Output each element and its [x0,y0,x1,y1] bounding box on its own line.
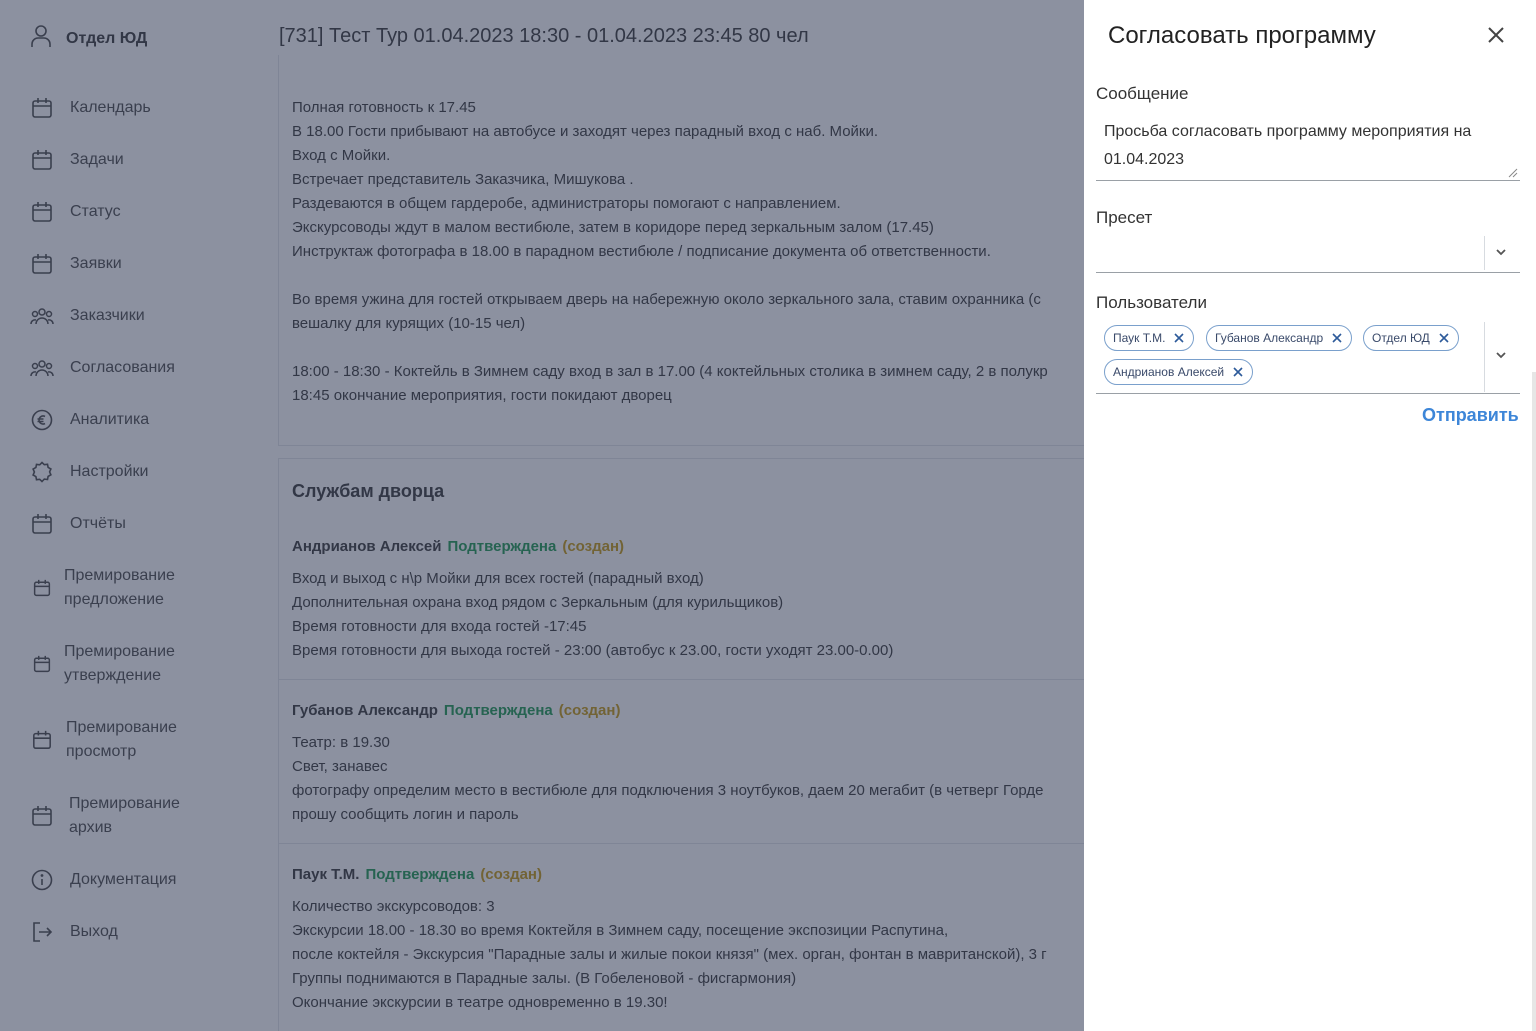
user-chip [1206,325,1352,351]
select-divider [1484,236,1485,270]
user-chip [1104,325,1194,351]
message-text: Просьба согласовать программу мероприятия на 01.04.2023 [1104,123,1472,168]
user-chip [1104,359,1253,385]
approve-program-drawer [1084,0,1536,1031]
remove-chip-icon[interactable] [1331,332,1343,344]
chip-label: Паук Т.М. [1113,331,1166,345]
preset-label: Пресет [1096,208,1153,227]
chevron-down-icon[interactable] [1494,247,1508,257]
resize-handle-icon[interactable] [1508,168,1518,178]
user-chip [1363,325,1459,351]
message-label: Сообщение [1096,84,1189,103]
users-multiselect[interactable] [1096,320,1520,394]
close-button[interactable] [1484,22,1508,48]
send-button[interactable]: Отправить [1422,405,1519,425]
remove-chip-icon[interactable] [1232,366,1244,378]
chip-label: Губанов Александр [1215,331,1324,345]
preset-select[interactable] [1096,234,1520,273]
message-textarea[interactable] [1096,114,1520,181]
chevron-down-icon[interactable] [1494,350,1508,360]
close-icon [1487,26,1505,44]
remove-chip-icon[interactable] [1438,332,1450,344]
users-label: Пользователи [1096,293,1207,312]
select-divider [1484,322,1485,392]
chip-label: Андрианов Алексей [1113,365,1225,379]
remove-chip-icon[interactable] [1173,332,1185,344]
chip-label: Отдел ЮД [1372,331,1430,345]
scrollbar[interactable] [1532,372,1536,1031]
drawer-title: Согласовать программу [1108,22,1376,49]
